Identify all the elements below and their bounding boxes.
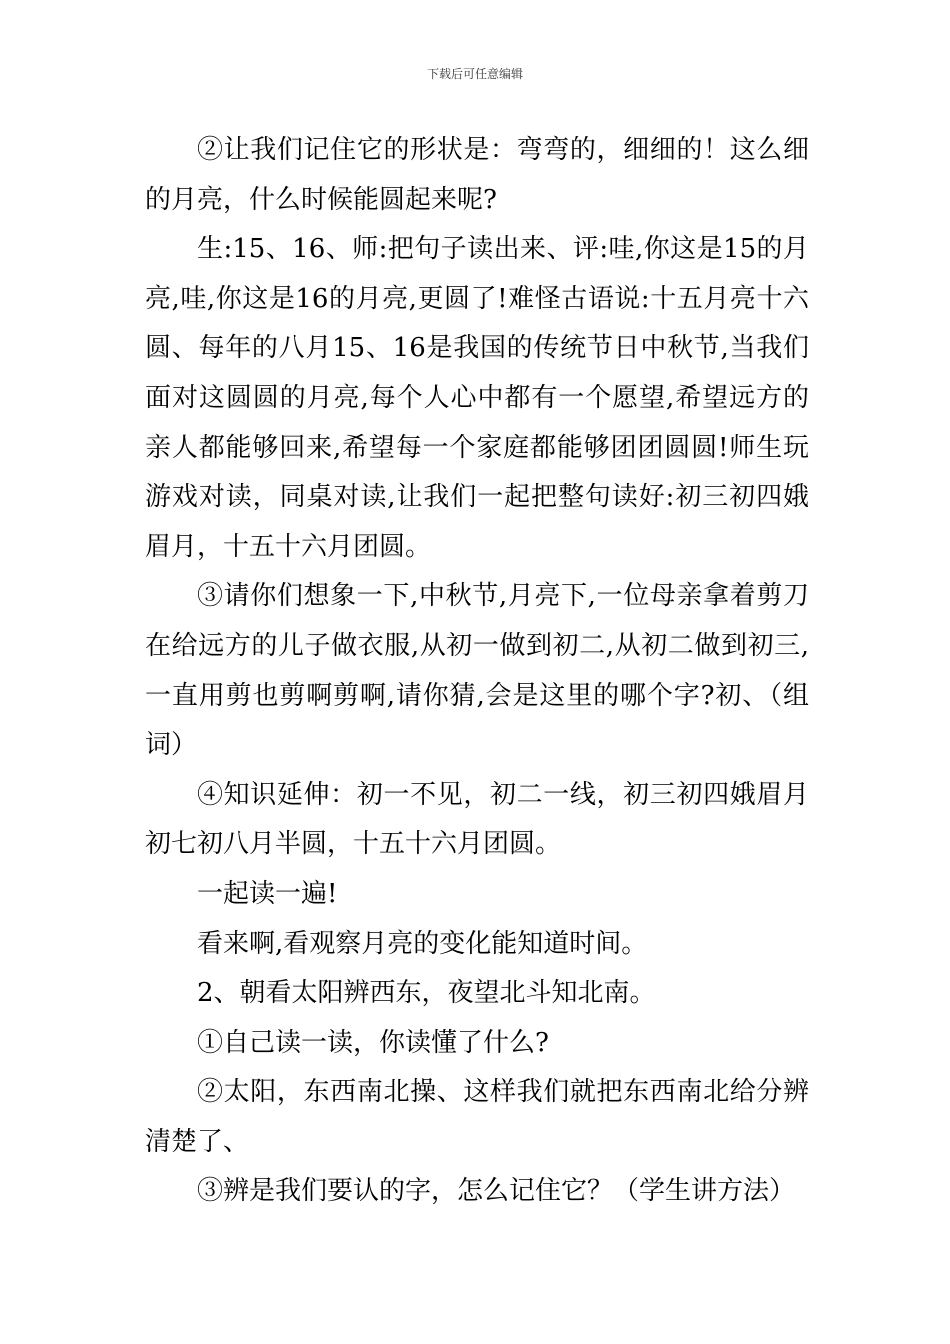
paragraph-mid-autumn: 生:15、16、师:把句子读出来、评:哇,你这是15的月亮,哇,你这是16的月亮,更圆了!难怪古语说:十五月亮十六圆、每年的八月15、16是我国的传统节日中秋节,当我们面对这圆圆的月亮,每个人心中都有一个愿望,希望远方的亲人都能够回来,希望每一个家庭都能够团团圆圆!师生玩游戏对读，同桌对读,让我们一起把整句读好:初三初四娥眉月，十五十六月团圆。	[145, 234, 809, 562]
paragraph-read-together: 一起读一遍!	[197, 878, 338, 909]
paragraph-read-yourself: ①自己读一读，你读懂了什么?	[197, 1027, 549, 1058]
paragraph-sun-north-star: 2、朝看太阳辨西东，夜望北斗知北南。	[197, 978, 656, 1009]
paragraph-imagine-mother: ③请你们想象一下,中秋节,月亮下,一位母亲拿着剪刀在给远方的儿子做衣服,从初一做到初二,从初二做到初三,一直用剪也剪啊剪啊,请你猜,会是这里的哪个字?初、（组词）	[145, 581, 809, 761]
paragraph-shape-remember: ②让我们记住它的形状是：弯弯的，细细的！这么细的月亮，什么时候能圆起来呢?	[145, 135, 809, 215]
page-header: 下载后可任意编辑	[426, 67, 523, 81]
paragraph-observe-moon: 看来啊,看观察月亮的变化能知道时间。	[197, 928, 648, 959]
paragraph-knowledge-extension: ④知识延伸：初一不见，初二一线，初三初四娥眉月初七初八月半圆，十五十六月团圆。	[145, 779, 809, 860]
document-body	[145, 126, 809, 1217]
paragraph-remember-bian: ③辨是我们要认的字，怎么记住它？（学生讲方法）	[197, 1176, 796, 1207]
paragraph-sun-directions: ②太阳，东西南北操、这样我们就把东西南北给分辨清楚了、	[145, 1077, 809, 1157]
